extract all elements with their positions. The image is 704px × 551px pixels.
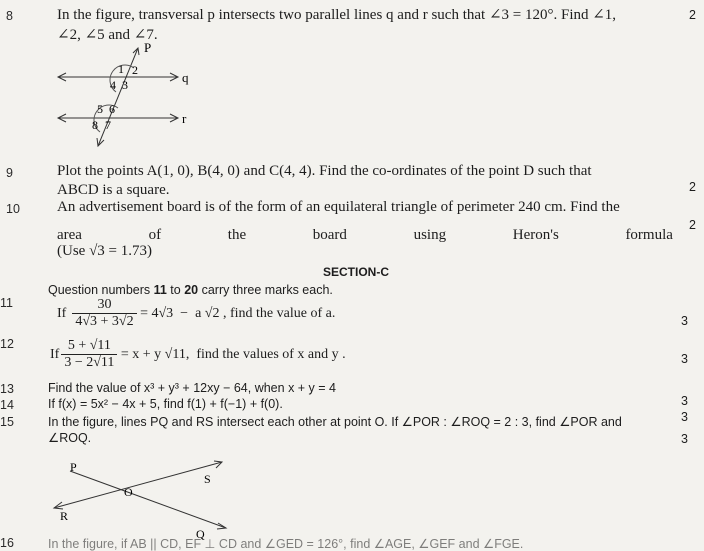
label-q: q [182, 70, 189, 85]
question-text: In the figure, if AB || CD, EF ⊥ CD and ∠GED = 126°, find ∠AGE, ∠GEF and ∠FGE. [48, 537, 524, 551]
label-p: P [144, 40, 152, 55]
fraction: $\frac{30}{4√3 + 3√2}$ [72, 297, 136, 330]
angle-5-label: 5 [97, 102, 103, 116]
question-number: 13 [0, 382, 14, 396]
question-number: 16 [0, 536, 14, 550]
marks: 2 [689, 180, 696, 194]
question-text: In the figure, transversal p intersects two parallel lines q and r such that ∠3 = 120°. Find ∠1, [57, 7, 617, 23]
marks: 3 [681, 352, 688, 366]
question-number: 14 [0, 398, 14, 412]
label-q: Q [196, 527, 205, 541]
angle-1-label: 1 [118, 62, 124, 76]
question-text: Plot the points A(1, 0), B(4, 0) and C(4, 4). Find the co-ordinates of the point D such that [57, 163, 592, 179]
question-text: Find the value of x³ + y³ + 12xy − 64, when x + y = 4 [48, 381, 337, 395]
question-number: 12 [0, 337, 14, 351]
transversal-figure [50, 40, 200, 150]
question-text: If $\frac{30}{4√3 + 3√2}$ = 4√3 − a √2 , find the value of a. [57, 297, 336, 330]
marks: 3 [681, 394, 688, 408]
question-text: If $\frac{5 + √11}{3 - 2√11}$ = x + y √11, find the values of x and y . [50, 338, 346, 371]
question-number: 15 [0, 415, 14, 429]
question-number: 9 [6, 166, 13, 180]
angle-8-label: 8 [92, 118, 98, 132]
question-text: An advertisement board is of the form of an equilateral triangle of perimeter 240 cm. Find the [57, 199, 620, 215]
angle-6-label: 6 [109, 102, 115, 116]
question-number: 10 [6, 202, 20, 216]
label-r: R [60, 509, 69, 523]
section-title: SECTION-C [323, 265, 389, 279]
question-text: If f(x) = 5x² − 4x + 5, find f(1) + f(−1) + f(0). [48, 397, 283, 411]
question-text: ABCD is a square. [57, 182, 170, 198]
angle-3-label: 3 [122, 78, 128, 92]
question-text: ∠2, ∠5 and ∠7. [57, 27, 158, 43]
line-pq [70, 471, 226, 528]
fraction: $\frac{5 + √11}{3 - 2√11}$ [61, 338, 117, 371]
label-p: P [70, 460, 77, 474]
marks: 2 [689, 8, 696, 22]
marks: 3 [681, 314, 688, 328]
section-instructions: Question numbers 11 to 20 carry three marks each. [48, 283, 333, 297]
label-o: O [124, 485, 133, 499]
question-text: (Use √3 = 1.73) [57, 243, 153, 259]
angle-7-label: 7 [105, 118, 111, 132]
label-r: r [182, 111, 187, 126]
question-number: 11 [0, 296, 13, 310]
angle-4-label: 4 [110, 78, 116, 92]
question-text: In the figure, lines PQ and RS intersect each other at point O. If ∠POR : ∠ROQ = 2 : 3, find ∠POR and [48, 415, 622, 429]
intersecting-lines-figure [44, 446, 244, 544]
question-text-justified: area of the board using Heron's formula [57, 227, 673, 243]
question-text: ∠ROQ. [48, 431, 92, 445]
marks: 3 [681, 432, 688, 446]
question-number: 8 [6, 9, 13, 23]
line-rs [54, 462, 222, 508]
angle-2-label: 2 [132, 63, 138, 77]
marks: 3 [681, 410, 688, 424]
label-s: S [204, 472, 211, 486]
marks: 2 [689, 218, 696, 232]
